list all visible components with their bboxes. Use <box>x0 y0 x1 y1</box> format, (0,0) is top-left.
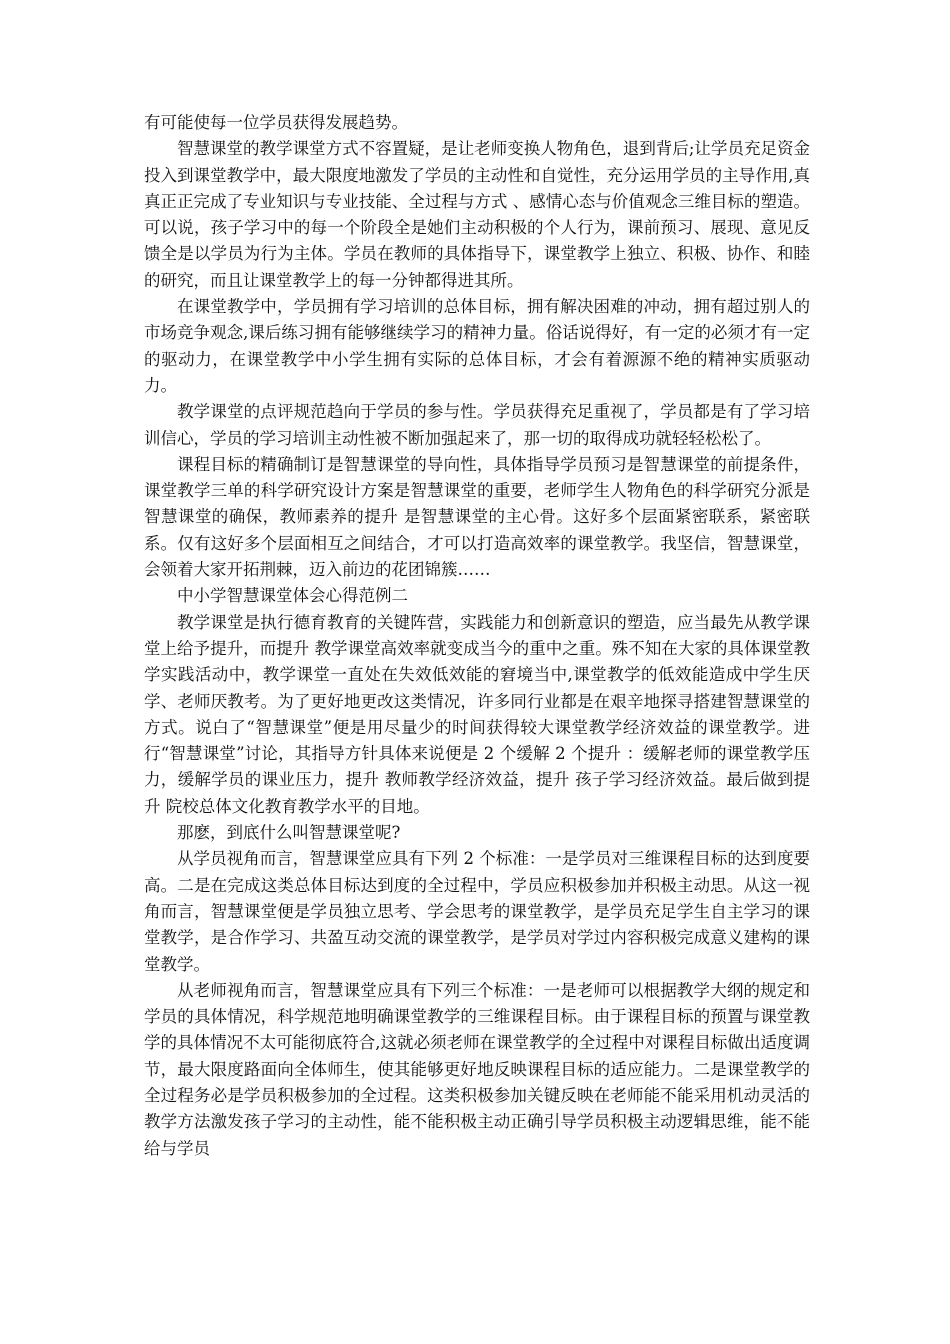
section-heading: 中小学智慧课堂体会心得范例二 <box>177 586 408 606</box>
paragraph: 教学课堂是执行德育教育的关键阵营，实践能力和创新意识的塑造，应当最先从教学课堂上给予提升，而提升 教学课堂高效率就变成当今的重中之重。殊不知在大家的具体课堂教学实践活动中，教学课堂一直处在失效低效能的窘境当中,课堂教学的低效能造成中学生厌学、老师厌教考。为了更好地更改这类情况，许多同行业都是在艰辛地探寻搭建智慧课堂的方式。说白了“智慧课堂”便是用尽量少的时间获得较大课堂教学经济效益的课堂教学。进行“智慧课堂”讨论，其指导方针具体来说便是 2 个缓解 2 个提升 ：缓解老师的课堂教学压力，缓解学员的课业压力，提升 教师教学经济效益，提升 孩子学习经济效益。最后做到提升 院校总体文化教育教学水平的目地。 <box>144 612 810 816</box>
paragraph: 教学课堂的点评规范趋向于学员的参与性。学员获得充足重视了，学员都是有了学习培训信心，学员的学习培训主动性被不断加强起来了，那一切的取得成功就轻轻松松了。 <box>144 402 810 448</box>
paragraph: 课程目标的精确制订是智慧课堂的导向性，具体指导学员预习是智慧课堂的前提条件，课堂教学三单的科学研究设计方案是智慧课堂的重要，老师学生人物角色的科学研究分派是智慧课堂的确保，教师素养的提升 是智慧课堂的主心骨。这好多个层面紧密联系，紧密联系。仅有这好多个层面相互之间结合，才可以打造高效率的课堂教学。我坚信，智慧课堂，会领着大家开拓荆棘，迈入前边的花团锦簇…… <box>144 454 810 580</box>
paragraph: 智慧课堂的教学课堂方式不容置疑，是让老师变换人物角色，退到背后;让学员充足资金投入到课堂教学中，最大限度地激发了学员的主动性和自觉性，充分运用学员的主导作用,真真正正完成了专业知识与专业技能、全过程与方式 、感情心态与价值观念三维目标的塑造。可以说，孩子学习中的每一个阶段全是她们主动积极的个人行为，课前预习、展现、意见反馈全是以学员为行为主体。学员在教师的具体指导下，课堂教学上独立、积极、协作、和睦的研究，而且让课堂教学上的每一分钟都得进其所。 <box>144 139 810 290</box>
paragraph: 从学员视角而言，智慧课堂应具有下列 2 个标准：一是学员对三维课程目标的达到度要高。二是在完成这类总体目标达到度的全过程中，学员应积极参加并积极主动思。从这一视角而言，智慧课堂便是学员独立思考、学会思考的课堂教学，是学员充足学生自主学习的课堂教学，是合作学习、共盈互动交流的课堂教学，是学员对学过内容积极完成意义建构的课堂教学。 <box>144 849 810 974</box>
document-body <box>144 110 810 1162</box>
paragraph: 那麽，到底什么叫智慧课堂呢? <box>177 823 401 843</box>
paragraph: 有可能使每一位学员获得发展趋势。 <box>144 113 408 132</box>
paragraph: 在课堂教学中，学员拥有学习培训的总体目标，拥有解决困难的冲动，拥有超过别人的市场竞争观念,课后练习拥有能够继续学习的精神力量。俗话说得好，有一定的必须才有一定的驱动力，在课堂教学中小学生拥有实际的总体目标，才会有着源源不绝的精神实质驱动力。 <box>144 297 810 395</box>
paragraph: 从老师视角而言，智慧课堂应具有下列三个标准：一是老师可以根据教学大纲的规定和学员的具体情况，科学规范地明确课堂教学的三维课程目标。由于课程目标的预置与课堂教学的具体情况不太可能彻底符合,这就必须老师在课堂教学的全过程中对课程目标做出适度调节，最大限度路面向全体师生，使其能够更好地反映课程目标的适应能力。二是课堂教学的全过程务必是学员积极参加的全过程。这类积极参加关键反映在老师能不能采用机动灵活的教学方法激发孩子学习的主动性，能不能积极主动正确引导学员积极主动逻辑思维，能不能给与学员 <box>144 980 810 1158</box>
